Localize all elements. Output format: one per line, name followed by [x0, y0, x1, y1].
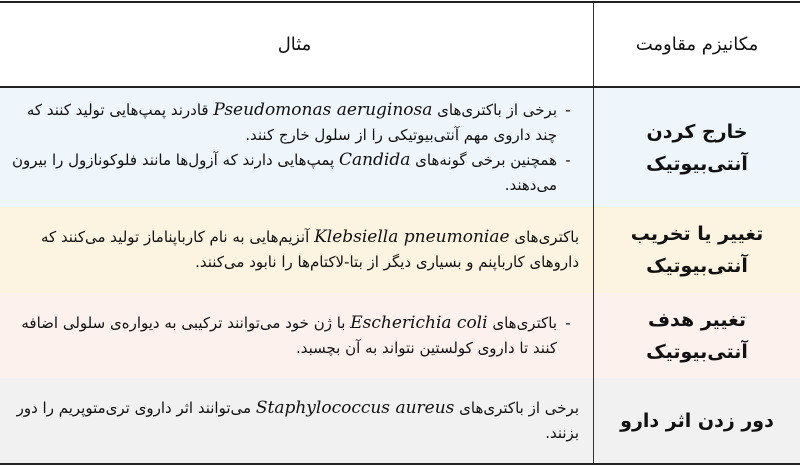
mechanism-line: تغییر هدف	[647, 308, 747, 331]
example-cell	[0, 293, 594, 378]
example-text: برخی از باکتری‌های	[437, 100, 557, 119]
mechanism-line: دور زدن اثر دارو	[620, 409, 774, 432]
table-row-target	[0, 293, 800, 378]
example-text: می‌توانند اثر داروی تری‌متوپریم را دور بزنند.	[16, 398, 579, 442]
mechanism-line: خارج کردن	[646, 120, 748, 143]
example-text: با ژن خود می‌توانند ترکیبی به دیواره‌ی سلولی اضافه کنند تا داروی کولستین نتواند به آن بچسبد.	[21, 313, 557, 357]
table-row-enzymatic	[0, 207, 800, 293]
bullet-item	[10, 148, 579, 198]
species-name: Pseudomonas aeruginosa	[213, 99, 433, 120]
header-example: مثال	[0, 3, 594, 86]
mechanism-line: آنتی‌بیوتیک	[646, 340, 748, 363]
mechanism-cell	[594, 378, 800, 463]
example-text: همچنین برخی گونه‌های	[415, 150, 557, 169]
header-mechanism: مکانیزم مقاومت	[635, 33, 759, 55]
species-name: Klebsiella pneumoniae	[314, 227, 510, 247]
mechanism-cell	[594, 207, 800, 293]
example-cell	[0, 88, 594, 207]
table-row-efflux	[0, 88, 800, 207]
mechanism-line: تغییر یا تخریب	[630, 223, 764, 245]
dash-bullet: -	[565, 150, 571, 169]
example-cell	[0, 207, 594, 293]
example-text: پمپ‌هایی دارند که آزول‌ها مانند فلوکونازول را بیرون می‌دهند.	[11, 150, 557, 194]
example-text: باکتری‌های	[492, 313, 557, 332]
dash-bullet: -	[565, 100, 571, 119]
example-text: آنزیم‌هایی به نام کارباپناماز تولید می‌کنند که داروهای کارباپنم و بسیاری دیگر از بتا-لاکتام‌ها را نابود می‌کنند.	[40, 228, 579, 271]
bullet-item	[10, 311, 579, 361]
example-text: قادرند پمپ‌هایی تولید کنند که چند داروی مهم آنتی‌بیوتیکی را از سلول خارج کنند.	[26, 100, 557, 144]
species-name: Escherichia coli	[350, 312, 488, 333]
table-bottom-rule	[0, 463, 800, 465]
mechanism-line: آنتی‌بیوتیک	[646, 255, 748, 277]
example-text: باکتری‌های	[514, 228, 579, 246]
mechanism-line: آنتی‌بیوتیک	[646, 152, 748, 175]
table-row-bypass	[0, 378, 800, 463]
bullet-item	[10, 98, 579, 148]
mechanism-cell	[594, 88, 800, 207]
example-text: برخی از باکتری‌های	[459, 398, 579, 417]
table-header-row	[0, 3, 800, 86]
example-cell	[0, 378, 594, 463]
species-name: Candida	[338, 149, 411, 170]
dash-bullet: -	[565, 313, 571, 332]
species-name: Staphylococcus aureus	[255, 397, 455, 418]
mechanism-cell	[594, 293, 800, 378]
